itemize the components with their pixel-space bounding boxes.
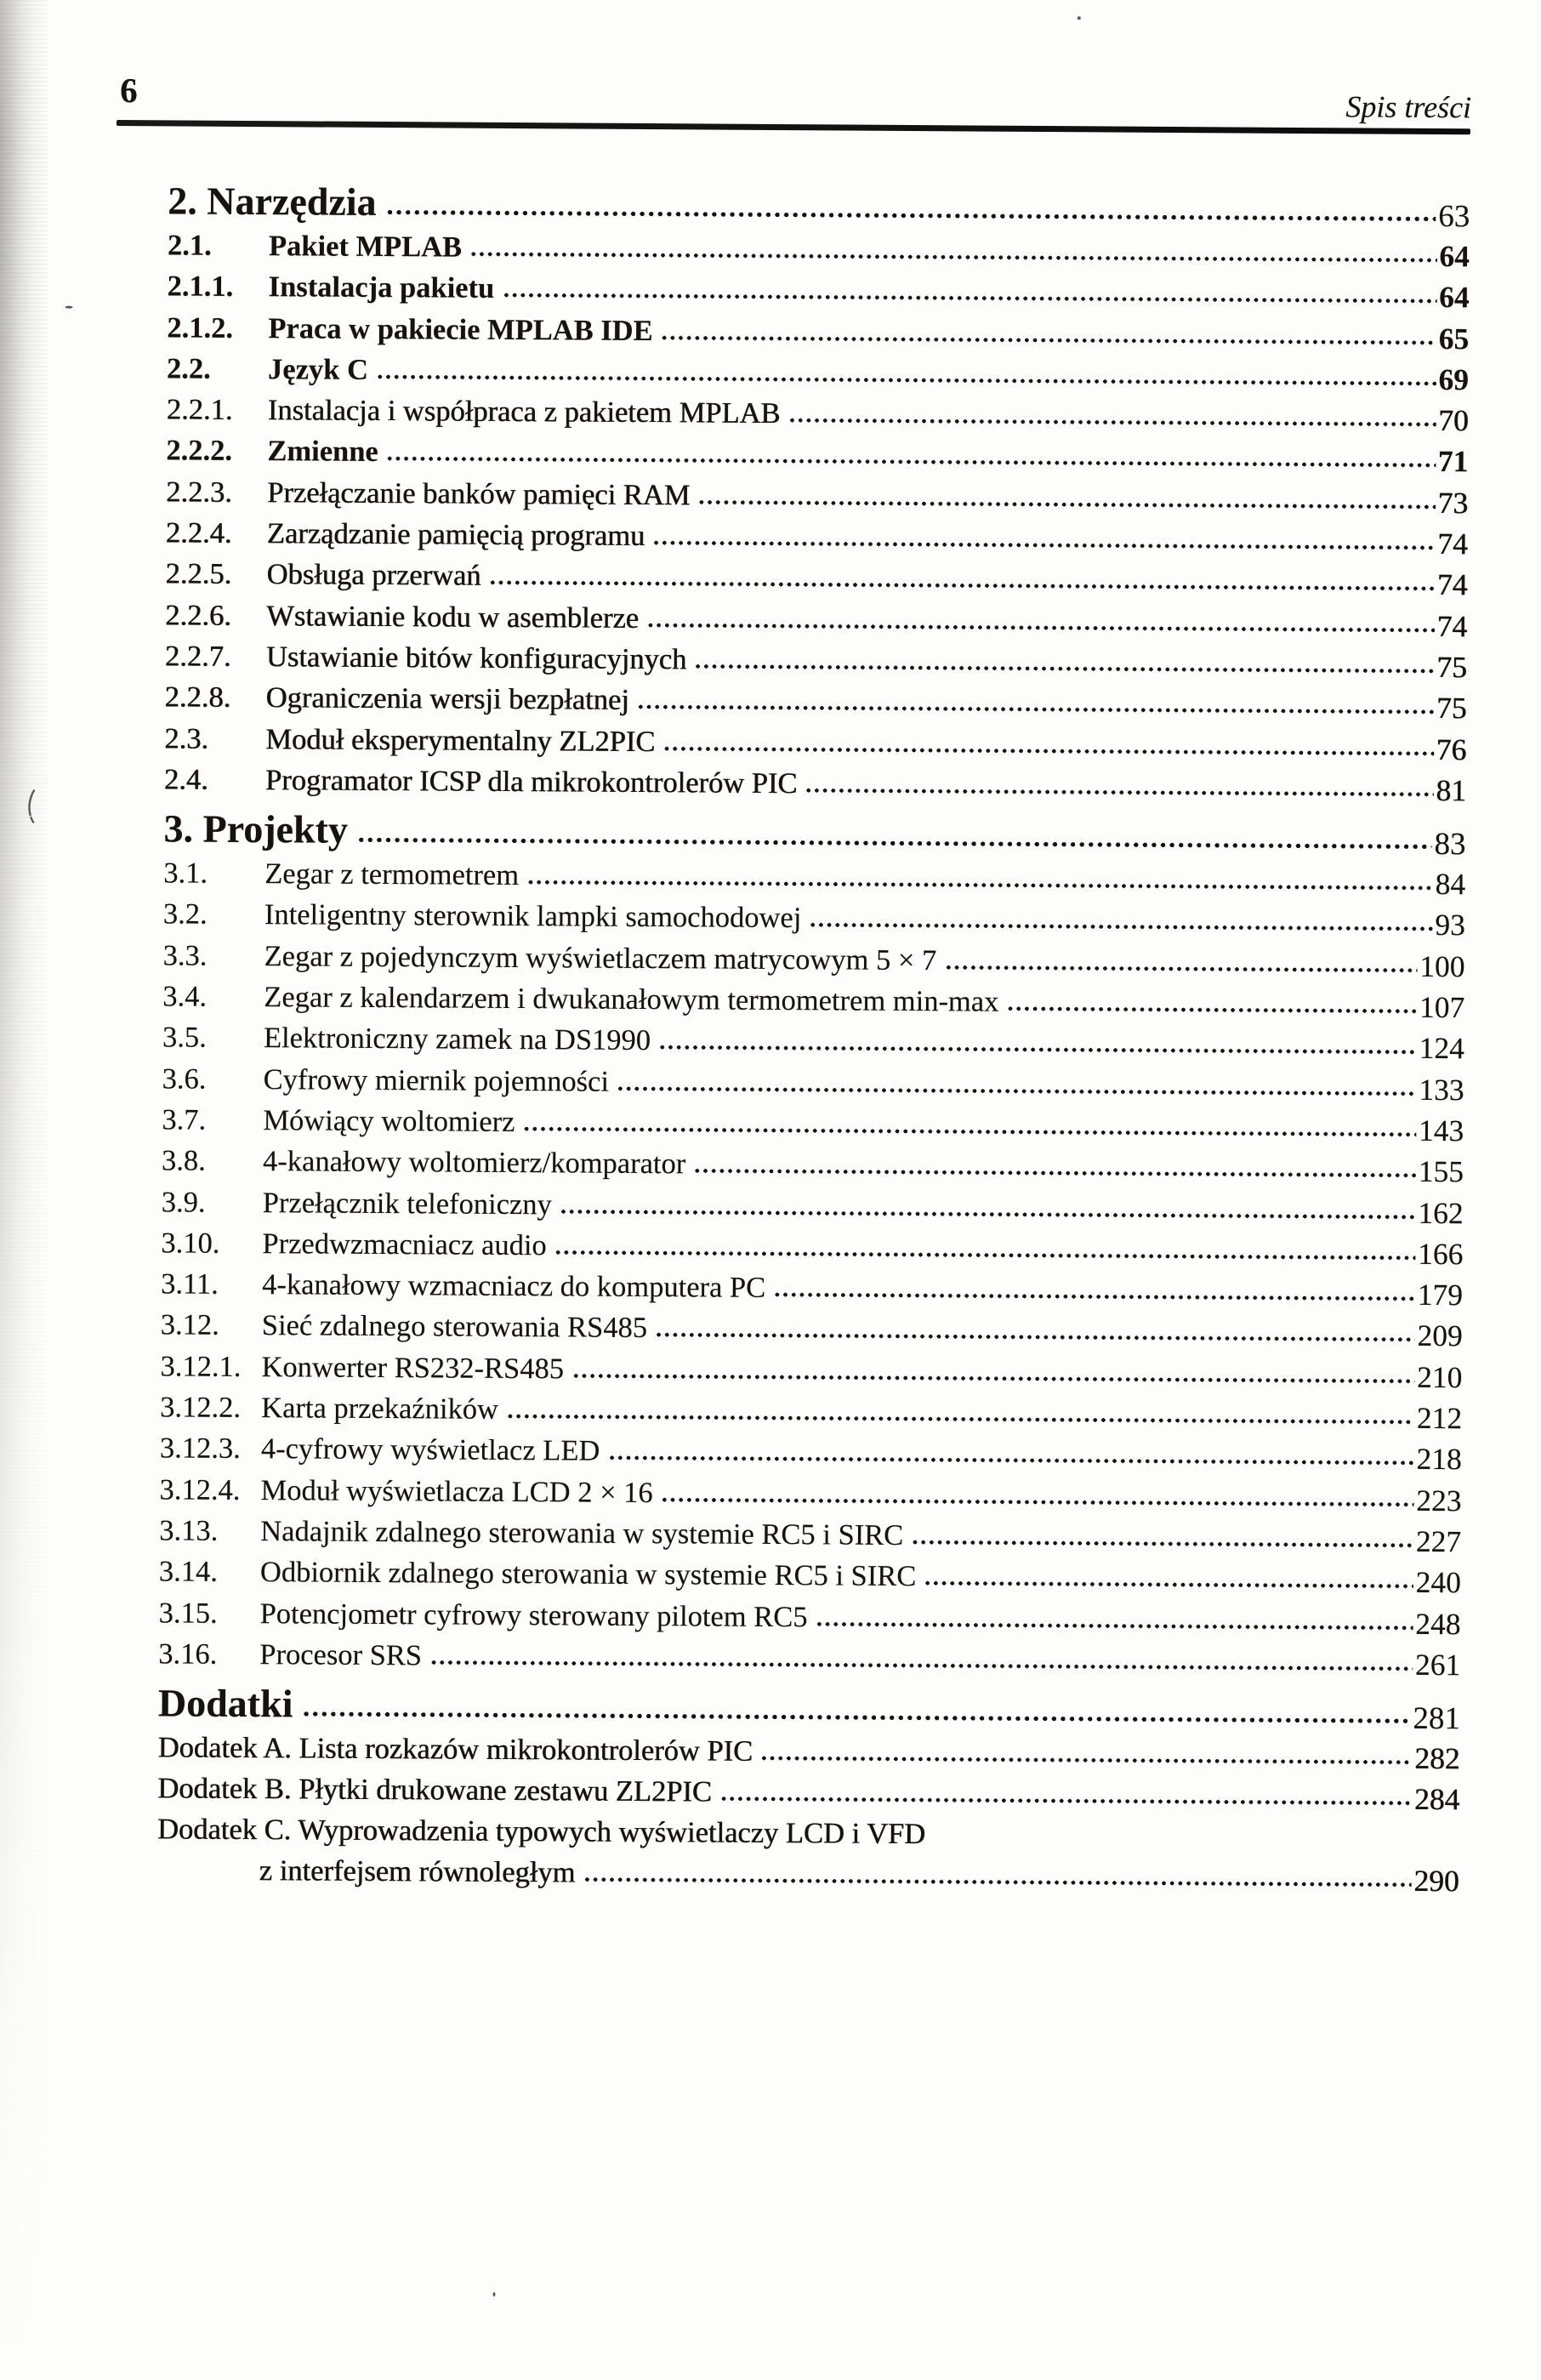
dot-leader	[924, 1580, 1413, 1589]
toc-entry-number: 3.1.	[163, 857, 208, 890]
toc-entry-title: 4-kanałowy wzmacniacz do komputera PC	[262, 1268, 766, 1305]
toc-entry-title: Potencjometr cyfrowy sterowany pilotem RC5	[259, 1597, 808, 1633]
toc-entry-number: 3.3.	[162, 939, 208, 972]
toc-entry-page: 93	[1435, 908, 1466, 942]
dot-leader	[693, 1169, 1416, 1178]
dot-leader	[809, 923, 1432, 932]
toc-row	[158, 1633, 1460, 1683]
dot-leader	[617, 1085, 1416, 1096]
toc-row	[159, 1469, 1461, 1518]
toc-entry-number: 3.12.1.	[160, 1350, 242, 1383]
toc-entry-title: Konwerter RS232-RS485	[261, 1350, 565, 1386]
toc-chapter-row	[163, 808, 1465, 862]
dot-leader	[815, 1621, 1413, 1631]
toc-entry-title: Dodatek B. Płytki drukowane zestawu ZL2PIC	[157, 1772, 712, 1808]
toc-row	[161, 1263, 1463, 1312]
toc-row	[165, 595, 1467, 644]
toc-entry-page: 63	[1438, 199, 1470, 235]
toc-entry-number: 3.11.	[161, 1267, 219, 1301]
toc-entry-page: 74	[1436, 567, 1468, 602]
toc-entry-page: 84	[1435, 867, 1466, 902]
toc-entry-page: 75	[1436, 649, 1468, 685]
toc-entry-title: Procesor SRS	[259, 1637, 423, 1672]
toc-entry-number: 3.9.	[161, 1185, 206, 1219]
dot-leader	[646, 623, 1435, 633]
toc-entry-number: 3.10.	[161, 1227, 220, 1260]
dot-leader	[607, 1455, 1413, 1466]
toc-entry-number: 2.2.	[166, 352, 211, 385]
toc-entry-title: 4-kanałowy woltomierz/komparator	[262, 1145, 686, 1181]
toc-entry-page: 209	[1417, 1318, 1463, 1353]
toc-entry-page: 81	[1436, 772, 1467, 808]
toc-entry-title: Przełączanie banków pamięci RAM	[267, 475, 691, 512]
toc-entry-page: 227	[1415, 1523, 1462, 1559]
toc-row	[159, 1552, 1461, 1601]
toc-entry-page: 166	[1418, 1236, 1464, 1272]
toc-row	[166, 512, 1468, 561]
toc-entry-page: 261	[1414, 1647, 1461, 1683]
toc-entry-title: Moduł wyświetlacza LCD 2 × 16	[260, 1473, 653, 1509]
toc-entry-page: 223	[1416, 1483, 1462, 1517]
toc-entry-page: 124	[1419, 1031, 1465, 1066]
dot-leader	[488, 580, 1435, 591]
toc-entry-page: 76	[1436, 732, 1467, 766]
toc-entry-page: 100	[1419, 948, 1465, 983]
dot-leader	[522, 1126, 1416, 1137]
toc-row	[157, 1727, 1459, 1776]
dot-leader	[658, 1045, 1417, 1055]
dot-leader	[805, 788, 1433, 797]
pen-mark	[26, 789, 45, 831]
toc-row	[162, 935, 1464, 984]
toc-entry-title: Obsługa przerwań	[266, 558, 481, 593]
toc-entry-number: 3.12.4.	[159, 1472, 241, 1506]
toc-entry-title: Ograniczenia wersji bezpłatnej	[265, 681, 629, 717]
toc-row	[163, 894, 1465, 943]
toc-row	[167, 348, 1469, 397]
toc-row	[160, 1428, 1462, 1478]
dot-leader	[1006, 1006, 1417, 1014]
toc-entry-number: 3.15.	[158, 1596, 218, 1630]
toc-entry-number: 3.5.	[162, 1021, 207, 1055]
toc-entry-page: 69	[1438, 362, 1470, 397]
dot-leader	[357, 837, 1432, 850]
dot-leader	[719, 1796, 1412, 1806]
dot-leader	[386, 457, 1436, 469]
toc-entry-page: 162	[1418, 1195, 1464, 1230]
toc-entry-title: z interfejsem równoległym	[259, 1854, 576, 1889]
toc-entry-page: 83	[1434, 827, 1466, 863]
dot-leader	[694, 663, 1434, 674]
toc-entry-title: 3. Projekty	[163, 806, 349, 851]
dot-leader	[554, 1250, 1415, 1261]
toc-entry-title: Nadajnik zdalnego sterowania w systemie RC5 i SIRC	[260, 1515, 904, 1552]
toc-row	[162, 1058, 1464, 1107]
dot-leader	[502, 293, 1436, 304]
toc-entry-page: 71	[1437, 444, 1469, 479]
toc-entry-title: Język C	[267, 353, 369, 386]
toc-entry-page: 281	[1413, 1700, 1461, 1737]
dot-leader	[560, 1209, 1416, 1220]
toc-entry-title: Mówiący woltomierz	[263, 1104, 515, 1138]
dot-leader	[376, 374, 1436, 386]
toc-entry-title: Wstawianie kodu w asemblerze	[266, 599, 640, 635]
toc-entry-number: 3.14.	[158, 1555, 219, 1588]
dot-leader	[637, 704, 1434, 715]
toc-entry-title: Dodatek A. Lista rozkazów mikrokontrolerów PIC	[157, 1731, 753, 1768]
toc-row	[167, 390, 1469, 439]
running-head-title: Spis treści	[1345, 89, 1472, 125]
toc-entry-number: 3.7.	[162, 1103, 207, 1136]
toc-row	[165, 554, 1467, 603]
header-rule	[117, 120, 1470, 134]
toc-entry-number: 3.12.2.	[160, 1391, 242, 1424]
toc-entry-title: Przełącznik telefoniczny	[262, 1186, 552, 1221]
toc-entry-number: 2.2.5.	[165, 557, 232, 591]
toc-chapter-row	[158, 1682, 1460, 1735]
dot-leader	[652, 540, 1435, 550]
toc-entry-number: 3.8.	[161, 1144, 206, 1177]
toc-entry-number: 3.4.	[162, 980, 208, 1013]
toc-entry-page: 107	[1419, 989, 1465, 1025]
toc-row	[166, 430, 1468, 480]
toc-entry-number: 3.2.	[162, 897, 208, 931]
toc-entry-number: 3.12.	[160, 1308, 219, 1342]
dot-leader	[429, 1660, 1413, 1671]
toc-entry-title: Pakiet MPLAB	[268, 230, 463, 264]
toc-entry-page: 64	[1439, 280, 1470, 315]
toc-entry-number: 3.12.3.	[159, 1432, 241, 1466]
toc-entry-number: 3.13.	[159, 1514, 219, 1547]
toc-entry-page: 74	[1437, 527, 1468, 561]
toc-entry-title: Odbiornik zdalnego sterowania w systemie RC5 i SIRC	[259, 1556, 917, 1593]
dot-leader	[944, 965, 1417, 973]
toc-entry-number: 2.2.2.	[166, 434, 233, 468]
toc-entry-title: 2. Narzędzia	[168, 179, 377, 224]
toc-entry-number: 2.2.1.	[166, 393, 233, 427]
toc-entry-number: 3.6.	[162, 1062, 207, 1096]
toc-entry-title: Inteligentny sterownik lampki samochodowej	[264, 898, 802, 935]
toc-entry-page: 212	[1416, 1400, 1463, 1436]
toc-entry-number: 2.2.8.	[164, 680, 231, 715]
dot-leader	[697, 499, 1435, 510]
toc-entry-title: Instalacja pakietu	[268, 270, 495, 305]
toc-entry-page: 74	[1436, 608, 1468, 643]
toc-entry-number: 2.4.	[163, 763, 208, 796]
toc-row	[159, 1592, 1461, 1642]
toc-row	[161, 1305, 1463, 1354]
dot-leader	[911, 1540, 1413, 1548]
toc-row	[168, 266, 1470, 316]
toc-entry-number: 2.1.	[167, 229, 212, 262]
dot-leader	[773, 1292, 1415, 1301]
toc-entry-number: 2.1.2.	[167, 310, 234, 344]
toc-row	[165, 635, 1467, 685]
toc-entry-page: 143	[1418, 1113, 1464, 1148]
dot-leader	[655, 1333, 1415, 1343]
toc-entry-page: 290	[1413, 1863, 1459, 1899]
toc-entry-title: Karta przekaźników	[261, 1392, 499, 1426]
toc-entry-title: Zegar z termometrem	[264, 857, 520, 892]
toc-entry-page: 64	[1439, 239, 1470, 274]
toc-entry-number: 3.16.	[158, 1637, 218, 1671]
dot-leader	[469, 252, 1436, 263]
toc-row	[157, 1809, 1459, 1858]
toc-entry-title: Moduł eksperymentalny ZL2PIC	[265, 722, 656, 758]
toc-entry-title: Zarządzanie pamięcią programu	[266, 517, 645, 553]
dot-leader	[386, 209, 1436, 222]
toc-row	[164, 759, 1466, 808]
toc-row	[160, 1386, 1462, 1436]
toc-entry-title: Dodatki	[157, 1681, 293, 1726]
scan-speck	[492, 2292, 495, 2297]
toc-entry-title: Zegar z pojedynczym wyświetlaczem matrycowym 5 × 7	[264, 939, 937, 976]
toc-row	[162, 976, 1464, 1025]
toc-entry-page: 73	[1437, 485, 1469, 521]
toc-row	[164, 718, 1466, 767]
toc-entry-number: 2.2.6.	[165, 599, 231, 632]
toc-entry-page: 75	[1436, 691, 1467, 726]
toc-row	[162, 1099, 1464, 1148]
toc-entry-number: 2.1.1.	[167, 270, 234, 304]
dot-leader	[571, 1373, 1414, 1383]
toc-row	[161, 1222, 1463, 1272]
scan-speck	[1078, 16, 1081, 20]
toc-row	[159, 1510, 1461, 1559]
toc-entry-number: 2.2.4.	[165, 516, 232, 549]
toc-entry-title: Elektroniczny zamek na DS1990	[263, 1022, 651, 1057]
toc-entry-title: Ustawianie bitów konfiguracyjnych	[265, 641, 687, 676]
toc-entry-title: 4-cyfrowy wyświetlacz LED	[260, 1432, 600, 1467]
toc-row	[163, 853, 1465, 902]
table-of-contents	[157, 180, 1470, 1899]
toc-entry-page: 155	[1418, 1154, 1464, 1189]
toc-entry-page: 179	[1417, 1278, 1464, 1312]
toc-row	[157, 1849, 1459, 1899]
dot-leader	[661, 335, 1436, 345]
toc-entry-page: 70	[1438, 403, 1469, 438]
dot-leader	[302, 1711, 1410, 1724]
toc-entry-page: 284	[1413, 1782, 1460, 1817]
dot-leader	[760, 1756, 1412, 1765]
toc-entry-page: 133	[1419, 1072, 1464, 1107]
dot-leader	[526, 880, 1433, 891]
toc-row	[162, 1181, 1464, 1231]
toc-entry-title: Przedwzmacniacz audio	[262, 1227, 547, 1262]
toc-entry-page: 248	[1415, 1606, 1461, 1641]
toc-entry-page: 282	[1414, 1740, 1460, 1776]
dot-leader	[661, 1497, 1414, 1507]
dot-leader	[506, 1414, 1414, 1425]
toc-entry-number: 2.2.3.	[166, 475, 232, 509]
toc-row	[162, 1141, 1464, 1190]
toc-entry-title: Instalacja i współpraca z pakietem MPLAB	[267, 394, 781, 430]
toc-row	[167, 307, 1469, 356]
toc-entry-title: Zegar z kalendarzem i dwukanałowym termometrem min-max	[264, 981, 999, 1018]
scan-speck	[65, 306, 73, 309]
toc-entry-page: 240	[1415, 1565, 1462, 1600]
toc-entry-title: Zmienne	[267, 435, 378, 469]
toc-row	[162, 1017, 1464, 1067]
toc-entry-title: Programator ICSP dla mikrokontrolerów PIC	[264, 763, 798, 800]
toc-row	[168, 225, 1470, 274]
toc-entry-title: Sieć zdalnego sterowania RS485	[261, 1309, 648, 1345]
dot-leader	[788, 418, 1436, 427]
toc-row	[160, 1346, 1462, 1395]
toc-entry-title: Praca w pakiecie MPLAB IDE	[268, 311, 653, 347]
toc-entry-title: Dodatek C. Wyprowadzenia typowych wyświetlaczy LCD i VFD	[156, 1813, 926, 1850]
toc-entry-title: Cyfrowy miernik pojemności	[263, 1062, 610, 1098]
toc-entry-page: 65	[1438, 321, 1470, 356]
toc-row	[166, 471, 1468, 521]
page-number: 6	[120, 71, 138, 111]
toc-entry-number: 2.2.7.	[164, 640, 231, 673]
toc-row	[164, 677, 1466, 726]
toc-entry-page: 210	[1417, 1359, 1463, 1394]
toc-entry-number: 2.3.	[164, 721, 209, 755]
dot-leader	[583, 1877, 1411, 1887]
dot-leader	[662, 746, 1433, 756]
toc-entry-page: 218	[1416, 1442, 1462, 1477]
